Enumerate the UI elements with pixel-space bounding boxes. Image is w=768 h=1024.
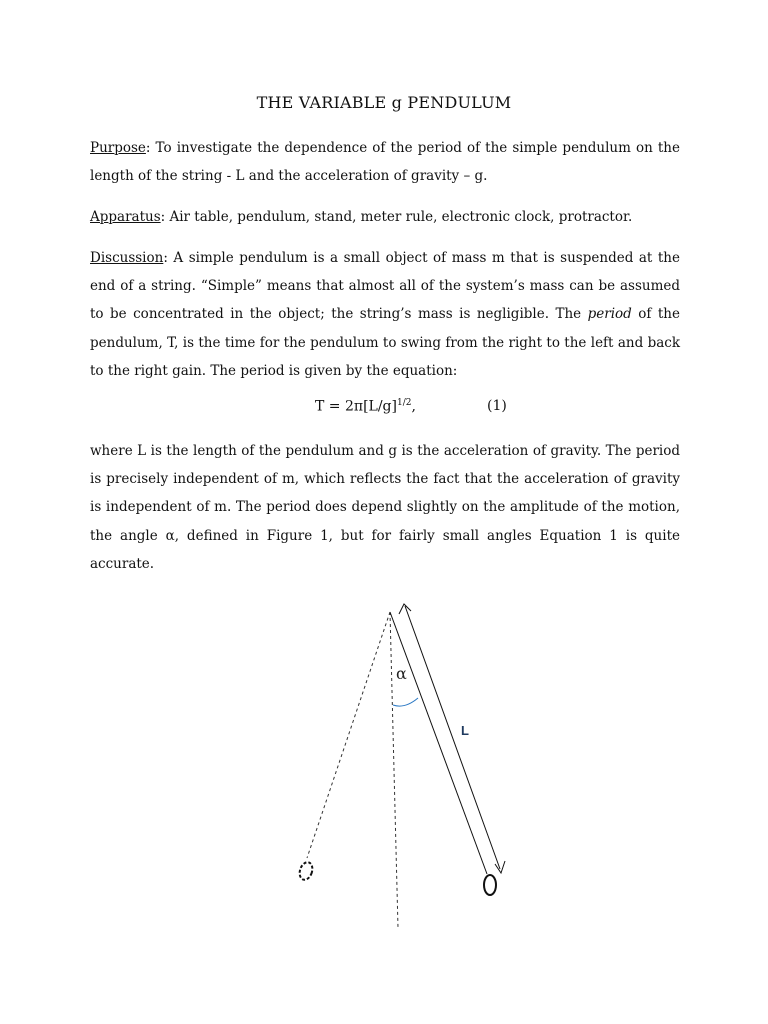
length-arrow <box>405 606 500 869</box>
equation-lhs: T = 2π[L/g] <box>315 398 397 415</box>
discussion-paragraph <box>90 244 680 385</box>
length-L-label: L <box>461 723 469 738</box>
document-title: THE VARIABLE g PENDULUM <box>256 93 512 112</box>
equation-number: (1) <box>487 398 507 414</box>
pendulum-figure <box>0 590 768 930</box>
equation-exponent: 1/2 <box>396 398 412 408</box>
purpose-label: Purpose <box>90 140 146 156</box>
length-arrow-top-head <box>399 604 411 614</box>
pendulum-bob <box>484 875 496 895</box>
continuation-paragraph: where L is the length of the pendulum and g is the acceleration of gravity. The period is precisely independent of m, which reflects the fact that the acceleration of gravity is independent of m. The period does depend slightly on the amplitude of the motion, the angle α, defined in Figure 1, but for fairly small angles Equation 1 is quite accurate. <box>90 443 680 572</box>
equation-expression <box>315 398 416 415</box>
angle-alpha-label: α <box>396 664 407 683</box>
length-arrow-bottom-head <box>495 861 505 873</box>
vertical-reference-line <box>390 612 398 928</box>
angle-arc <box>393 698 418 706</box>
pendulum-string <box>390 612 487 874</box>
period-emphasis: period <box>587 306 632 323</box>
purpose-text: : To investigate the dependence of the period of the simple pendulum on the length of the string - L and the acceleration of gravity – g. <box>90 140 680 185</box>
purpose-paragraph <box>90 134 680 190</box>
discussion-text-part1: : A simple pendulum is a small object of mass m that is suspended at the end of a string. “Simple” means that almost all of the system’s mass can be assumed to be concentrated in the object; the string’s mass is negligible. The <box>90 250 680 323</box>
apparatus-paragraph <box>90 203 680 231</box>
apparatus-text: : Air table, pendulum, stand, meter rule, electronic clock, protractor. <box>160 209 633 225</box>
discussion-text-part2: of the pendulum, T, is the time for the pendulum to swing from the right to the left and back to the right gain. The period is given by the equation: <box>90 306 680 379</box>
equation-trail: , <box>411 398 416 415</box>
displaced-string-line <box>307 612 390 858</box>
displaced-bob <box>298 861 315 882</box>
discussion-label: Discussion <box>90 250 164 266</box>
apparatus-label: Apparatus <box>90 209 161 225</box>
